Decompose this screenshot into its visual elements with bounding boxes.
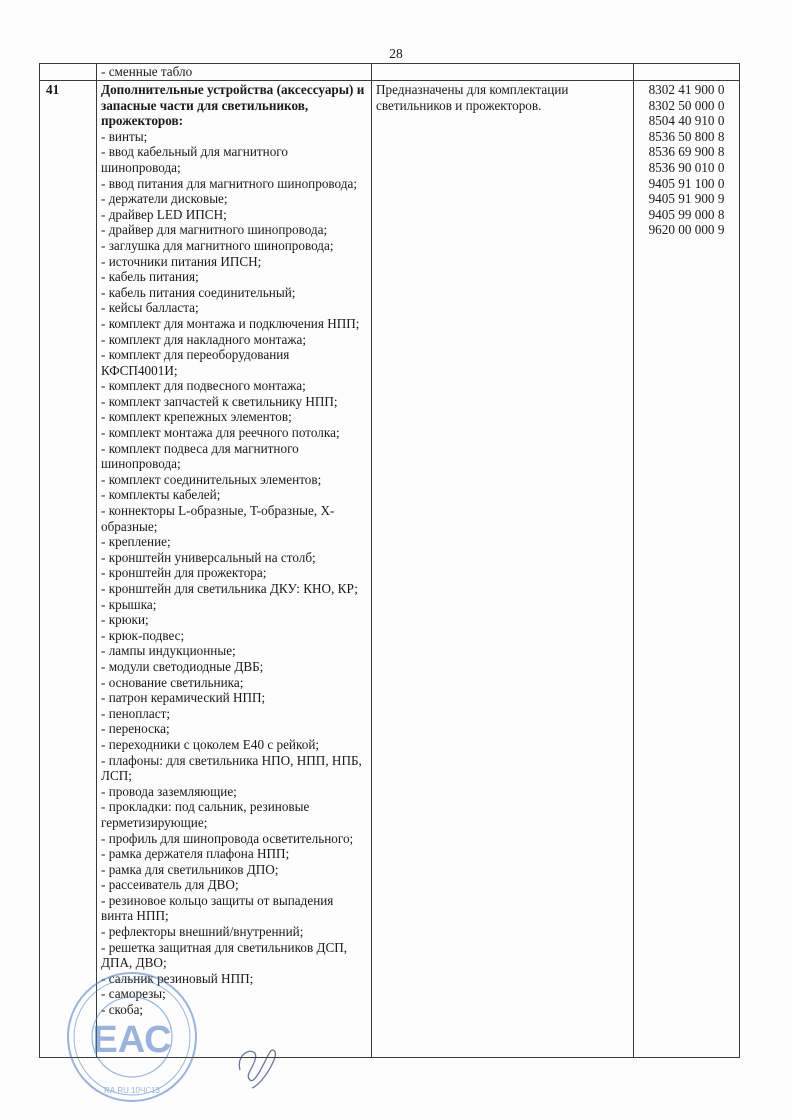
cell-number — [40, 64, 97, 81]
hs-code: 9620 00 000 9 — [648, 222, 725, 238]
list-item: - комплект соединительных элементов; — [101, 471, 322, 487]
list-item: - комплекты кабелей; — [101, 487, 221, 503]
list-item: - комплект для переоборудования КФСП4001И; — [101, 347, 290, 378]
list-item: - комплект для накладного монтажа; — [101, 331, 307, 347]
item-group-title: Дополнительные устройства (аксессуары) и запасные части для светильников, прожекторов: — [101, 82, 365, 129]
list-item: - рассеиватель для ДВО; — [101, 877, 239, 893]
hs-code: 8536 90 010 0 — [648, 159, 725, 175]
hs-code: 8302 50 000 0 — [648, 97, 725, 113]
list-item: - рамка держателя плафона НПП; — [101, 846, 290, 862]
list-item: - модули светодиодные ДВБ; — [101, 658, 264, 674]
certification-table — [39, 63, 740, 1058]
cell-purpose — [372, 64, 634, 81]
cell-items — [97, 81, 372, 1058]
list-item: - кронштейн универсальный на столб; — [101, 549, 316, 565]
list-item: - профиль для шинопровода осветительного; — [101, 830, 354, 846]
list-item: - комплект для монтажа и подключения НПП; — [101, 315, 360, 331]
hs-code: 8302 41 900 0 — [648, 82, 725, 97]
list-item: - кабель питания; — [101, 269, 199, 285]
hs-code: 9405 91 100 0 — [648, 175, 725, 191]
list-item: - лампы индукционные; — [101, 643, 236, 659]
list-item: - плафоны: для светильника НПО, НПП, НПБ, ЛСП; — [101, 752, 362, 784]
page-number: 28 — [389, 46, 403, 61]
list-item: - основание светильника; — [101, 674, 244, 690]
list-item: - комплект подвеса для магнитного шинопровода; — [101, 440, 299, 472]
hs-code: 8504 40 910 0 — [648, 113, 725, 129]
list-item: - держатели дисковые; — [101, 191, 228, 207]
list-item: - комплект запчастей к светильнику НПП; — [101, 393, 338, 409]
list-item: - винты; — [101, 128, 148, 144]
hs-code: 9405 91 900 9 — [648, 191, 725, 207]
list-item: - драйвер для магнитного шинопровода; — [101, 222, 328, 238]
list-item: - комплект для подвесного монтажа; — [101, 378, 306, 394]
hs-code: 8536 69 900 8 — [648, 144, 725, 160]
list-item: - кронштейн для светильника ДКУ: КНО, КР; — [101, 581, 358, 596]
list-item: - резиновое кольцо защиты от выпадения винта НПП; — [101, 892, 334, 924]
cell-number: 41 — [40, 81, 97, 1058]
list-item: - патрон керамический НПП; — [101, 690, 266, 706]
list-item: - кронштейн для прожектора; — [101, 565, 267, 581]
list-item: - сальник резиновый НПП; — [101, 970, 254, 986]
list-item: - скоба; — [101, 1002, 144, 1018]
list-item: - комплект крепежных элементов; — [101, 409, 292, 425]
list-item: - ввод питания для магнитного шинопровода; — [101, 175, 357, 191]
list-item: - рамка для светильников ДПО; — [101, 861, 279, 877]
list-item: - коннекторы L-образные, T-образные, X-образные; — [101, 503, 335, 534]
table-row-41 — [40, 81, 740, 1058]
list-item: - саморезы; — [101, 986, 166, 1002]
list-item: - переноска; — [101, 721, 170, 737]
items-list — [101, 129, 367, 1018]
list-item: - заглушка для магнитного шинопровода; — [101, 237, 334, 253]
list-item: - прокладки: под сальник, резиновые герметизирующие; — [101, 799, 310, 830]
list-item: - переходники с цоколем Е40 с рейкой; — [101, 736, 320, 752]
list-item: - крепление; — [101, 534, 171, 550]
list-item: - рефлекторы внешний/внутренний; — [101, 924, 304, 940]
list-item: - решетка защитная для светильников ДСП, ДПА, ДВО; — [101, 939, 348, 971]
svg-text:ЕАС: ЕАС — [92, 1019, 172, 1061]
table-row-previous — [40, 64, 740, 81]
cell-purpose: Предназначены для комплектации светильников и прожекторов. — [372, 81, 634, 1058]
cell-codes — [634, 81, 740, 1058]
cell-item: - сменные табло — [97, 64, 372, 81]
hs-code: 8536 50 800 8 — [648, 128, 725, 144]
list-item: - крюк-подвес; — [101, 627, 185, 643]
list-item: - крышка; — [101, 596, 157, 612]
list-item: - пенопласт; — [101, 705, 171, 721]
list-item: - комплект монтажа для реечного потолка; — [101, 425, 340, 441]
list-item: - драйвер LED ИПСН; — [101, 206, 227, 222]
cell-codes — [634, 64, 740, 81]
list-item: - кабель питания соединительный; — [101, 284, 296, 300]
list-item: - кейсы балласта; — [101, 300, 199, 316]
list-item: - ввод кабельный для магнитного шинопровода; — [101, 144, 288, 175]
list-item: - крюки; — [101, 612, 149, 628]
list-item: - провода заземляющие; — [101, 783, 237, 799]
hs-codes-list — [638, 82, 735, 238]
stamp-text: RA.RU.10ЧС13 — [103, 1086, 161, 1095]
hs-code: 9405 99 000 8 — [648, 206, 725, 222]
list-item: - источники питания ИПСН; — [101, 253, 262, 269]
